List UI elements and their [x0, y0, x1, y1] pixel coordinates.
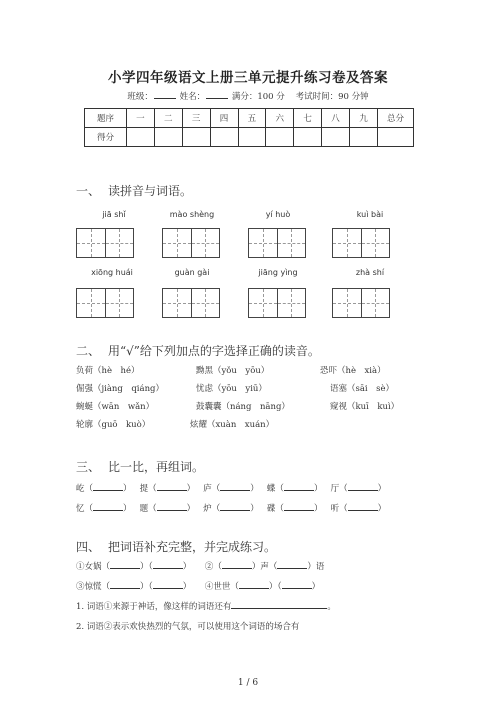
answer-blank[interactable] — [220, 502, 250, 511]
question-2 — [76, 620, 299, 632]
idiom-bracket: ） — [311, 582, 321, 592]
reading-choice-item[interactable]: 窥视（kuī kuì） — [330, 402, 400, 412]
reading-choice-item[interactable]: 负荷（hè hé） — [76, 366, 140, 376]
answer-blank[interactable] — [220, 482, 250, 491]
section-title: 用“√”给下列加点的字选择正确的读音。 — [108, 344, 320, 358]
bracket-close: ） — [377, 484, 387, 494]
section-4-heading — [76, 538, 276, 555]
score-header-cell: 二 — [154, 109, 182, 128]
char-prompt: 厅（ — [330, 484, 348, 494]
idiom-bracket: ）语 — [307, 562, 325, 572]
name-blank[interactable] — [206, 90, 228, 99]
section-title: 比一比，再组词。 — [108, 460, 205, 474]
section-3-heading — [76, 458, 204, 475]
score-header-cell: 三 — [182, 109, 210, 128]
char-prompt: 题（ — [139, 504, 157, 514]
bracket-close: ） — [313, 484, 323, 494]
score-cell[interactable] — [266, 128, 294, 147]
score-table-header — [85, 109, 414, 128]
score-label: 满分：100 分 — [231, 92, 285, 102]
answer-blank[interactable] — [110, 560, 140, 569]
answer-blank[interactable] — [239, 580, 269, 589]
score-header-cell: 九 — [350, 109, 378, 128]
char-prompt: 屹（ — [76, 484, 94, 494]
reading-choice-item[interactable]: 炫耀（xuàn xuán） — [190, 420, 275, 430]
writing-grid[interactable] — [76, 288, 134, 318]
section-number: 二、 — [76, 344, 101, 358]
score-header-cell: 七 — [294, 109, 322, 128]
class-label: 班级： — [127, 92, 153, 102]
score-row-label: 得分 — [85, 128, 127, 147]
score-cell[interactable] — [210, 128, 238, 147]
section-title: 读拼音与词语。 — [108, 184, 193, 198]
answer-blank[interactable] — [282, 580, 312, 589]
idiom-bracket: ） — [182, 582, 192, 592]
word-compare-row — [76, 482, 386, 494]
section-number: 三、 — [76, 460, 101, 474]
reading-choice-item[interactable]: 蜿蜒（wān wǎn） — [76, 402, 155, 412]
score-cell[interactable] — [350, 128, 378, 147]
score-header-cell: 四 — [210, 109, 238, 128]
reading-choice-item[interactable]: 倔强（jiàng qiáng） — [76, 384, 164, 394]
section-2-heading — [76, 342, 320, 359]
bracket-close: ） — [186, 484, 196, 494]
page-title: 小学四年级语文上册三单元提升练习卷及答案 — [108, 70, 388, 86]
answer-blank[interactable] — [284, 482, 314, 491]
pinyin-label: yí huò — [265, 210, 291, 219]
idiom-prompt: ③惊慌（ — [76, 582, 111, 592]
bracket-close: ） — [186, 504, 196, 514]
name-label: 姓名： — [179, 92, 206, 102]
bracket-close: ） — [250, 484, 259, 494]
score-cell[interactable] — [127, 128, 155, 147]
writing-grid[interactable] — [248, 228, 306, 258]
char-prompt: 庐（ — [203, 484, 221, 494]
score-cell[interactable] — [154, 128, 182, 147]
score-header-cell: 八 — [322, 109, 350, 128]
page-number: 1 / 6 — [237, 678, 259, 688]
pinyin-label: guàn gài — [174, 268, 210, 277]
class-blank[interactable] — [154, 90, 176, 99]
section-number: 一、 — [76, 184, 101, 198]
answer-blank[interactable] — [277, 560, 307, 569]
idiom-prompt: ①女娲（ — [76, 562, 111, 572]
answer-blank[interactable] — [93, 502, 123, 511]
pinyin-label: jiā shǐ — [102, 210, 126, 219]
writing-grid[interactable] — [76, 228, 134, 258]
char-prompt: 炉（ — [203, 504, 221, 514]
question-1 — [76, 600, 336, 612]
time-label: 考试时间：90 分钟 — [295, 92, 369, 102]
score-cell[interactable] — [238, 128, 266, 147]
idiom-fill-line — [76, 560, 324, 572]
answer-blank[interactable] — [110, 580, 140, 589]
word-compare-row — [76, 502, 386, 514]
char-prompt: 提（ — [139, 484, 157, 494]
score-cell[interactable] — [378, 128, 414, 147]
reading-choice-item[interactable]: 鼓囊囊（náng nāng） — [196, 402, 290, 412]
answer-blank[interactable] — [157, 482, 187, 491]
pinyin-label: kuì bài — [356, 210, 384, 219]
idiom-prompt: ②（ — [204, 562, 222, 572]
bracket-close: ） — [250, 504, 259, 514]
score-table-row — [85, 128, 414, 147]
reading-choice-item[interactable]: 恐吓（hè xià） — [320, 366, 386, 376]
char-prompt: 忆（ — [76, 504, 94, 514]
answer-blank[interactable] — [153, 580, 183, 589]
question-text: 2. 词语②表示欢快热烈的气氛，可以使用这个词语的场合有 — [76, 622, 300, 632]
score-header-cell: 题序 — [85, 109, 127, 128]
pinyin-label: zhà shí — [355, 268, 385, 277]
section-number: 四、 — [76, 540, 101, 554]
bracket-close: ） — [123, 484, 132, 494]
score-cell[interactable] — [294, 128, 322, 147]
idiom-bracket: ）（ — [140, 562, 153, 572]
idiom-bracket: ） — [182, 562, 192, 572]
score-cell[interactable] — [182, 128, 210, 147]
pinyin-label: mào shèng — [169, 210, 215, 219]
bracket-close: ） — [313, 504, 323, 514]
char-prompt: 蝶（ — [266, 484, 284, 494]
idiom-bracket: ）（ — [140, 582, 153, 592]
writing-grid[interactable] — [332, 288, 390, 318]
answer-blank[interactable] — [153, 560, 183, 569]
bracket-close: ） — [377, 504, 387, 514]
question-text: 1. 词语①来源于神话，像这样的词语还有 — [76, 602, 232, 612]
idiom-prompt: ④世世（ — [204, 582, 239, 592]
answer-blank[interactable] — [157, 502, 187, 511]
idiom-fill-line — [76, 580, 320, 592]
idiom-bracket: ）（ — [268, 582, 282, 592]
score-header-cell: 六 — [266, 109, 294, 128]
pinyin-label: xiōng huái — [91, 268, 133, 277]
char-prompt: 碟（ — [266, 504, 284, 514]
answer-blank[interactable] — [222, 560, 252, 569]
pinyin-label: jiāng yìng — [258, 268, 298, 277]
score-cell[interactable] — [322, 128, 350, 147]
reading-choice-item[interactable]: 轮廓（guō kuò） — [76, 420, 151, 430]
writing-grid[interactable] — [248, 288, 306, 318]
reading-choice-item[interactable]: 语塞（sāi sè） — [330, 384, 395, 394]
reading-choice-item[interactable]: 忧虑（yōu yiū） — [196, 384, 267, 394]
char-prompt: 听（ — [330, 504, 348, 514]
answer-blank[interactable] — [348, 502, 378, 511]
score-table — [84, 108, 414, 147]
writing-grid[interactable] — [162, 228, 220, 258]
section-title: 把词语补充完整，并完成练习。 — [108, 540, 277, 554]
writing-grid[interactable] — [162, 288, 220, 318]
score-header-cell: 总分 — [378, 109, 414, 128]
score-header-cell: 五 — [238, 109, 266, 128]
bracket-close: ） — [123, 504, 132, 514]
answer-blank[interactable] — [93, 482, 123, 491]
section-1-heading — [76, 182, 192, 199]
score-header-cell: 一 — [127, 109, 155, 128]
idiom-bracket: ）声（ — [251, 562, 278, 572]
answer-blank[interactable] — [231, 600, 327, 609]
writing-grid[interactable] — [332, 228, 390, 258]
answer-blank[interactable] — [284, 502, 314, 511]
reading-choice-item[interactable]: 黝黑（yǒu yōu） — [196, 366, 270, 376]
question-end: 。 — [327, 602, 336, 612]
answer-blank[interactable] — [348, 482, 378, 491]
exam-info — [0, 90, 496, 102]
